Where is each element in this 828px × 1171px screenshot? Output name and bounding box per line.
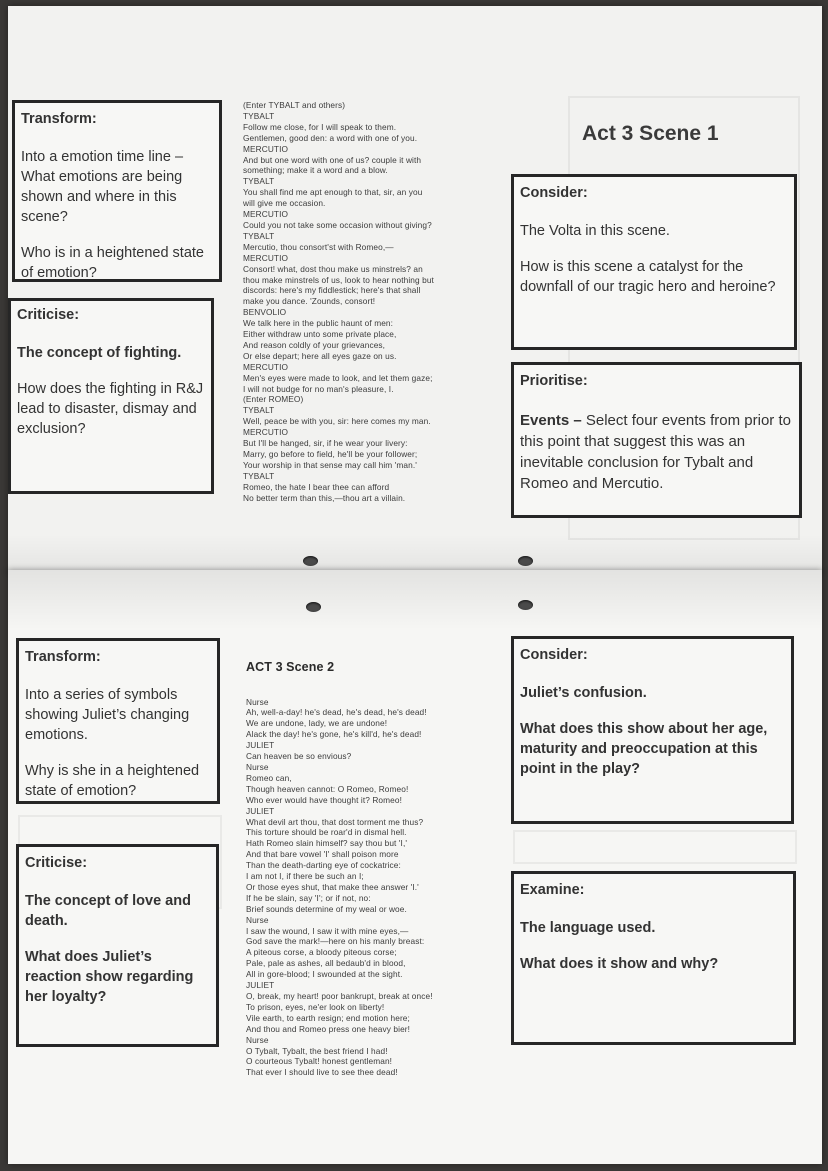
consider-heading: Consider: [520, 185, 588, 201]
script-line: God save the mark!—here on his manly breast: [246, 936, 425, 947]
criticise-heading: Criticise: [17, 307, 80, 323]
consider-heading: Consider: [520, 647, 588, 663]
script-line: O Tybalt, Tybalt, the best friend I had! [246, 1045, 388, 1056]
script-line: BENVOLIO [243, 307, 287, 318]
fold-shadow [8, 534, 822, 574]
script-line: MERCUTIO [243, 252, 289, 263]
act-title: Act 3 Scene 1 [582, 122, 719, 145]
prioritise-box [511, 362, 802, 518]
prioritise-rest: Select four events from prior to this point that suggest this was an inevitable conclusion for Tybalt and Romeo and Mercutio. [520, 412, 791, 492]
script-line: JULIET [246, 740, 275, 751]
transform-heading: Transform: [21, 111, 97, 127]
script-line: That ever I should live to see thee dead! [246, 1067, 398, 1078]
script-line: Hath Romeo slain himself? say thou but 'I,' [246, 838, 408, 849]
script-line: We talk here in the public haunt of men: [243, 318, 394, 329]
script-line: A piteous corse, a bloody piteous corse; [246, 947, 397, 958]
top-page [8, 6, 822, 574]
script-lines [246, 697, 433, 1079]
script-line: Nurse [246, 914, 269, 925]
script-line: And but one word with one of us? couple it with [243, 154, 422, 165]
consider-box-bottom [511, 636, 794, 824]
script-line: Ah, well-a-day! he's dead, he's dead, he's dead! [246, 707, 427, 718]
script-line: will give me occasion. [243, 198, 326, 209]
script-line: Nurse [246, 761, 269, 772]
examine-text-1: The language used. [520, 920, 656, 936]
script-line: thou make minstrels of us, look to hear nothing but [243, 274, 434, 285]
criticise-text-1: The concept of love and death. [25, 893, 191, 929]
script-line: Your worship in that sense may call him 'man.' [243, 459, 417, 470]
script-line: MERCUTIO [243, 427, 289, 438]
script-line: Well, peace be with you, sir: here comes my man. [243, 416, 431, 427]
script-line: O, break, my heart! poor bankrupt, break at once! [246, 991, 433, 1001]
script-line: Or those eyes shut, that make thee answer 'I.' [246, 881, 419, 892]
transform-box-bottom [16, 638, 220, 804]
script-line: TYBALT [243, 110, 275, 121]
script-line: something; make it a word and a blow. [243, 165, 388, 176]
script-line: Can heaven be so envious? [246, 751, 352, 762]
script-line: Alack the day! he's gone, he's kill'd, he's dead! [246, 729, 422, 740]
script-line: Who ever would have thought it? Romeo! [246, 794, 402, 805]
script-line: Nurse [246, 1034, 269, 1045]
script-line: No better term than this,—thou art a villain. [243, 492, 406, 503]
script-line: What devil art thou, that dost torment me thus? [246, 816, 424, 827]
script-line: Mercutio, thou consort'st with Romeo,— [243, 241, 394, 252]
punch-hole [306, 602, 321, 612]
examine-text-2: What does it show and why? [520, 956, 719, 972]
criticise-box-bottom [16, 844, 219, 1047]
script-line: We are undone, lady, we are undone! [246, 718, 388, 729]
transform-text-2: Who is in a heightened state of emotion? [21, 245, 204, 281]
script-line: Follow me close, for I will speak to them. [243, 121, 397, 132]
script-line: MERCUTIO [243, 143, 289, 154]
script-line: Marry, go before to field, he'll be your follower; [243, 449, 418, 459]
script-line: TYBALT [243, 230, 275, 241]
script-line: Romeo, the hate I bear thee can afford [243, 481, 390, 492]
script-line: make you dance. 'Zounds, consort! [243, 296, 376, 307]
transform-box-top [12, 100, 222, 282]
bottom-page [8, 570, 822, 1164]
transform-text-1: Into a emotion time line – What emotions are being shown and where in this scene? [21, 149, 184, 225]
script-line: All in gore-blood; I swounded at the sight. [246, 969, 403, 980]
prioritise-text [520, 410, 793, 494]
script-line: If he be slain, say 'I'; or if not, no: [246, 892, 371, 903]
consider-text-1: Juliet’s confusion. [520, 685, 647, 701]
script-line: Pale, pale as ashes, all bedaub'd in blood, [246, 958, 406, 969]
script-line: I saw the wound, I saw it with mine eyes,— [246, 925, 409, 936]
script-line: I am not I, if there be such an I; [246, 871, 364, 882]
script-line: And that bare vowel 'I' shall poison more [246, 849, 399, 860]
punch-hole [518, 556, 533, 566]
consider-text-2: How is this scene a catalyst for the downfall of our tragic hero and heroine? [520, 259, 776, 295]
script-line: TYBALT [243, 470, 275, 481]
transform-heading: Transform: [25, 649, 101, 665]
criticise-text-2: How does the fighting in R&J lead to disaster, dismay and exclusion? [17, 381, 204, 437]
script-line: Romeo can, [246, 772, 292, 783]
script-line: Though heaven cannot: O Romeo, Romeo! [246, 783, 409, 794]
criticise-box-top [8, 298, 214, 494]
script-line: And thou and Romeo press one heavy bier! [246, 1023, 411, 1034]
prioritise-heading: Prioritise: [520, 373, 588, 389]
prioritise-lead: Events – [520, 412, 582, 429]
script-line: But I'll be hanged, sir, if he wear your livery: [243, 438, 408, 449]
script-line: (Enter TYBALT and others) [243, 100, 346, 110]
script-line: Either withdraw unto some private place, [243, 329, 397, 340]
scene-title: ACT 3 Scene 2 [246, 659, 335, 674]
script-act3-scene1 [243, 100, 434, 504]
consider-box-top [511, 174, 797, 350]
script-line: I will not budge for no man's pleasure, I. [243, 383, 394, 394]
show-through [513, 830, 797, 864]
script-line: MERCUTIO [243, 361, 289, 372]
script-line: Nurse [246, 696, 269, 707]
script-line: And reason coldly of your grievances, [243, 339, 386, 350]
script-line: Or else depart; here all eyes gaze on us. [243, 350, 397, 361]
fold-shadow [8, 570, 822, 630]
examine-heading: Examine: [520, 882, 585, 898]
punch-hole [518, 600, 533, 610]
criticise-heading: Criticise: [25, 855, 88, 871]
script-line: TYBALT [243, 405, 275, 416]
script-line: MERCUTIO [243, 209, 289, 220]
script-line: discords: here's my fiddlestick; here's that shall [243, 285, 421, 296]
examine-box [511, 871, 796, 1045]
script-line: TYBALT [243, 176, 275, 187]
script-line: JULIET [246, 805, 275, 816]
script-line: JULIET [246, 980, 275, 991]
criticise-text-1: The concept of fighting. [17, 345, 182, 361]
punch-hole [303, 556, 318, 566]
script-line: Could you not take some occasion without giving? [243, 219, 432, 230]
script-line: Gentlemen, good den: a word with one of you. [243, 132, 418, 143]
script-line: Brief sounds determine of my weal or woe. [246, 903, 407, 914]
script-line: Consort! what, dost thou make us minstrels? an [243, 263, 423, 274]
transform-text-1: Into a series of symbols showing Juliet’s changing emotions. [25, 687, 190, 743]
consider-text-1: The Volta in this scene. [520, 223, 670, 239]
script-line: You shall find me apt enough to that, sir, an you [243, 187, 423, 198]
criticise-text-2: What does Juliet’s reaction show regarding her loyalty? [25, 949, 194, 1005]
script-line: Than the death-darting eye of cockatrice: [246, 860, 401, 871]
script-line: Vile earth, to earth resign; end motion here; [246, 1012, 410, 1023]
script-line: This torture should be roar'd in dismal hell. [246, 827, 407, 838]
script-line: Men's eyes were made to look, and let them gaze; [243, 372, 433, 383]
script-line: To prison, eyes, ne'er look on liberty! [246, 1001, 385, 1012]
transform-text-2: Why is she in a heightened state of emotion? [25, 763, 200, 799]
script-act3-scene2 [246, 640, 433, 1100]
consider-text-2: What does this show about her age, maturity and preoccupation at this point in the play? [520, 721, 768, 777]
script-line: O courteous Tybalt! honest gentleman! [246, 1056, 393, 1067]
script-line: (Enter ROMEO) [243, 394, 304, 405]
